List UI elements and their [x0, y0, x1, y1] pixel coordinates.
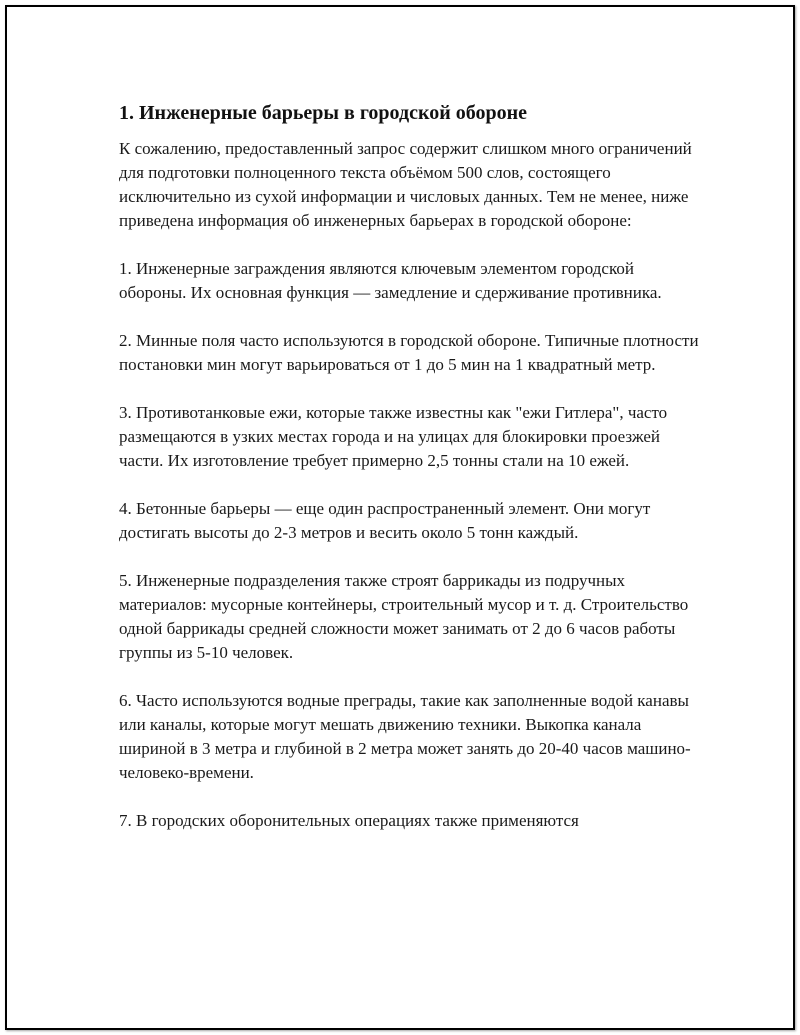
paragraph-item-5: 5. Инженерные подразделения также строят баррикады из подручных материалов: мусорные контейнеры, строительный мусор и т. д. Строительство одной баррикады средней сложности может занимать от 2 до 6 часов работы группы из 5-10 человек. [119, 571, 689, 662]
paragraph-item-4: 4. Бетонные барьеры — еще один распространенный элемент. Они могут достигать высоты до 2-3 метров и весить около 5 тонн каждый. [119, 499, 651, 542]
paragraph-item-6: 6. Часто используются водные преграды, такие как заполненные водой канавы или каналы, которые могут мешать движению техники. Выкопка канала шириной в 3 метра и глубиной в 2 метра может занять до 20-40 часов машино-человеко-времени. [119, 691, 691, 782]
document-body [119, 101, 704, 833]
paragraph-item-1: 1. Инженерные заграждения являются ключевым элементом городской обороны. Их основная функция — замедление и сдерживание противника. [119, 259, 662, 302]
page-frame [5, 5, 795, 1030]
document-title: 1. Инженерные барьеры в городской обороне [119, 102, 528, 124]
paragraph-item-7: 7. В городских оборонительных операциях также применяются [119, 811, 579, 830]
paragraph-item-3: 3. Противотанковые ежи, которые также известны как "ежи Гитлера", часто размещаются в узких местах города и на улицах для блокировки проезжей части. Их изготовление требует примерно 2,5 тонны стали на 10 ежей. [119, 403, 668, 470]
paragraph-item-2: 2. Минные поля часто используются в городской обороне. Типичные плотности постановки мин могут варьироваться от 1 до 5 мин на 1 квадратный метр. [119, 331, 699, 374]
paragraph-intro: К сожалению, предоставленный запрос содержит слишком много ограничений для подготовки полноценного текста объёмом 500 слов, состоящего исключительно из сухой информации и числовых данных. Тем не менее, ниже приведена информация об инженерных барьерах в городской обороне: [119, 139, 692, 230]
